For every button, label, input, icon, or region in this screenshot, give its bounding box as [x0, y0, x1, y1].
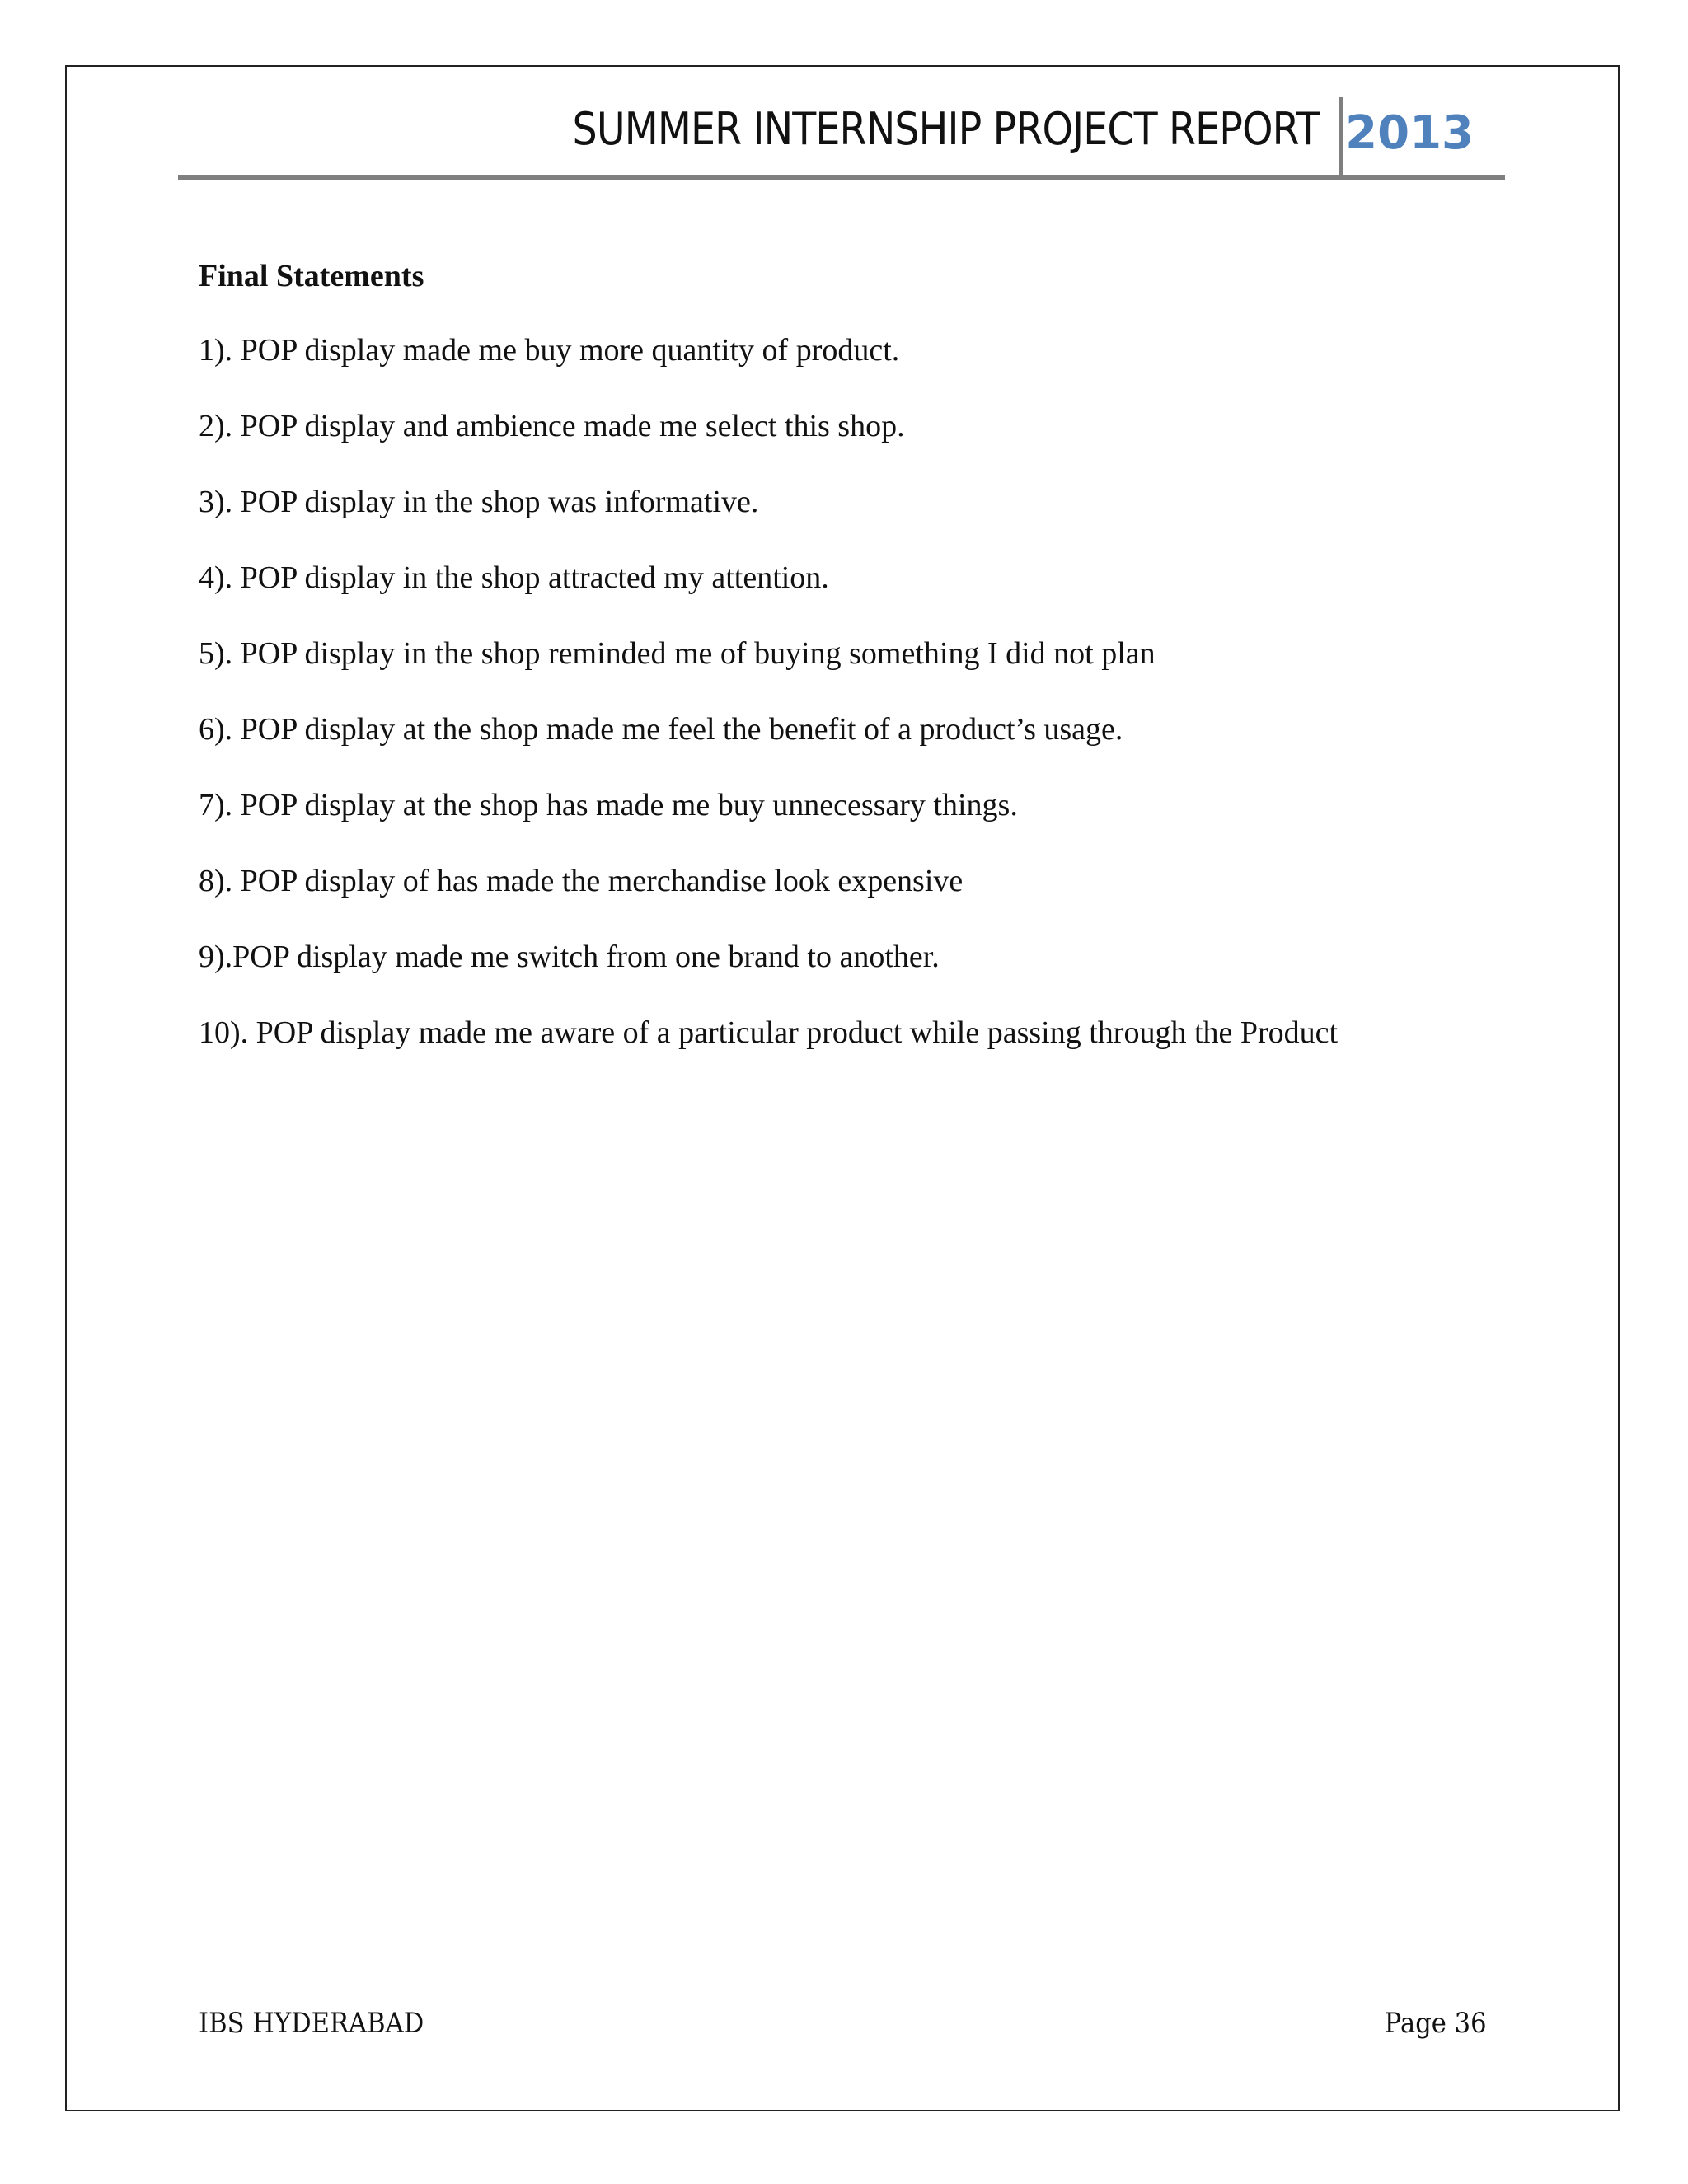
- section-heading: Final Statements: [199, 259, 424, 293]
- statement-item-7: 7). POP display at the shop has made me buy unnecessary things.: [199, 788, 1018, 823]
- statement-item-8: 8). POP display of has made the merchandise look expensive: [199, 864, 964, 898]
- main-content: [199, 255, 1394, 1090]
- statement-item-9: 9).POP display made me switch from one brand to another.: [199, 940, 940, 974]
- header-divider: [1339, 97, 1343, 175]
- header-rule: [178, 175, 1505, 180]
- statement-item-4: 4). POP display in the shop attracted my attention.: [199, 560, 829, 595]
- page-header: [178, 97, 1505, 180]
- statement-item-6: 6). POP display at the shop made me feel the benefit of a product’s usage.: [199, 712, 1123, 747]
- footer-page-number: Page 36: [1385, 2007, 1487, 2040]
- statement-item-5: 5). POP display in the shop reminded me of buying something I did not plan: [199, 636, 1156, 671]
- header-year: 2013: [1345, 106, 1474, 160]
- statement-item-10: 10). POP display made me aware of a particular product while passing through the Product: [199, 1015, 1339, 1050]
- header-title: SUMMER INTERNSHIP PROJECT REPORT: [572, 103, 1319, 155]
- statement-item-2: 2). POP display and ambience made me select this shop.: [199, 409, 905, 443]
- statement-item-3: 3). POP display in the shop was informative.: [199, 485, 759, 519]
- footer-institution: IBS HYDERABAD: [199, 2007, 424, 2040]
- statement-item-1: 1). POP display made me buy more quantity of product.: [199, 333, 900, 368]
